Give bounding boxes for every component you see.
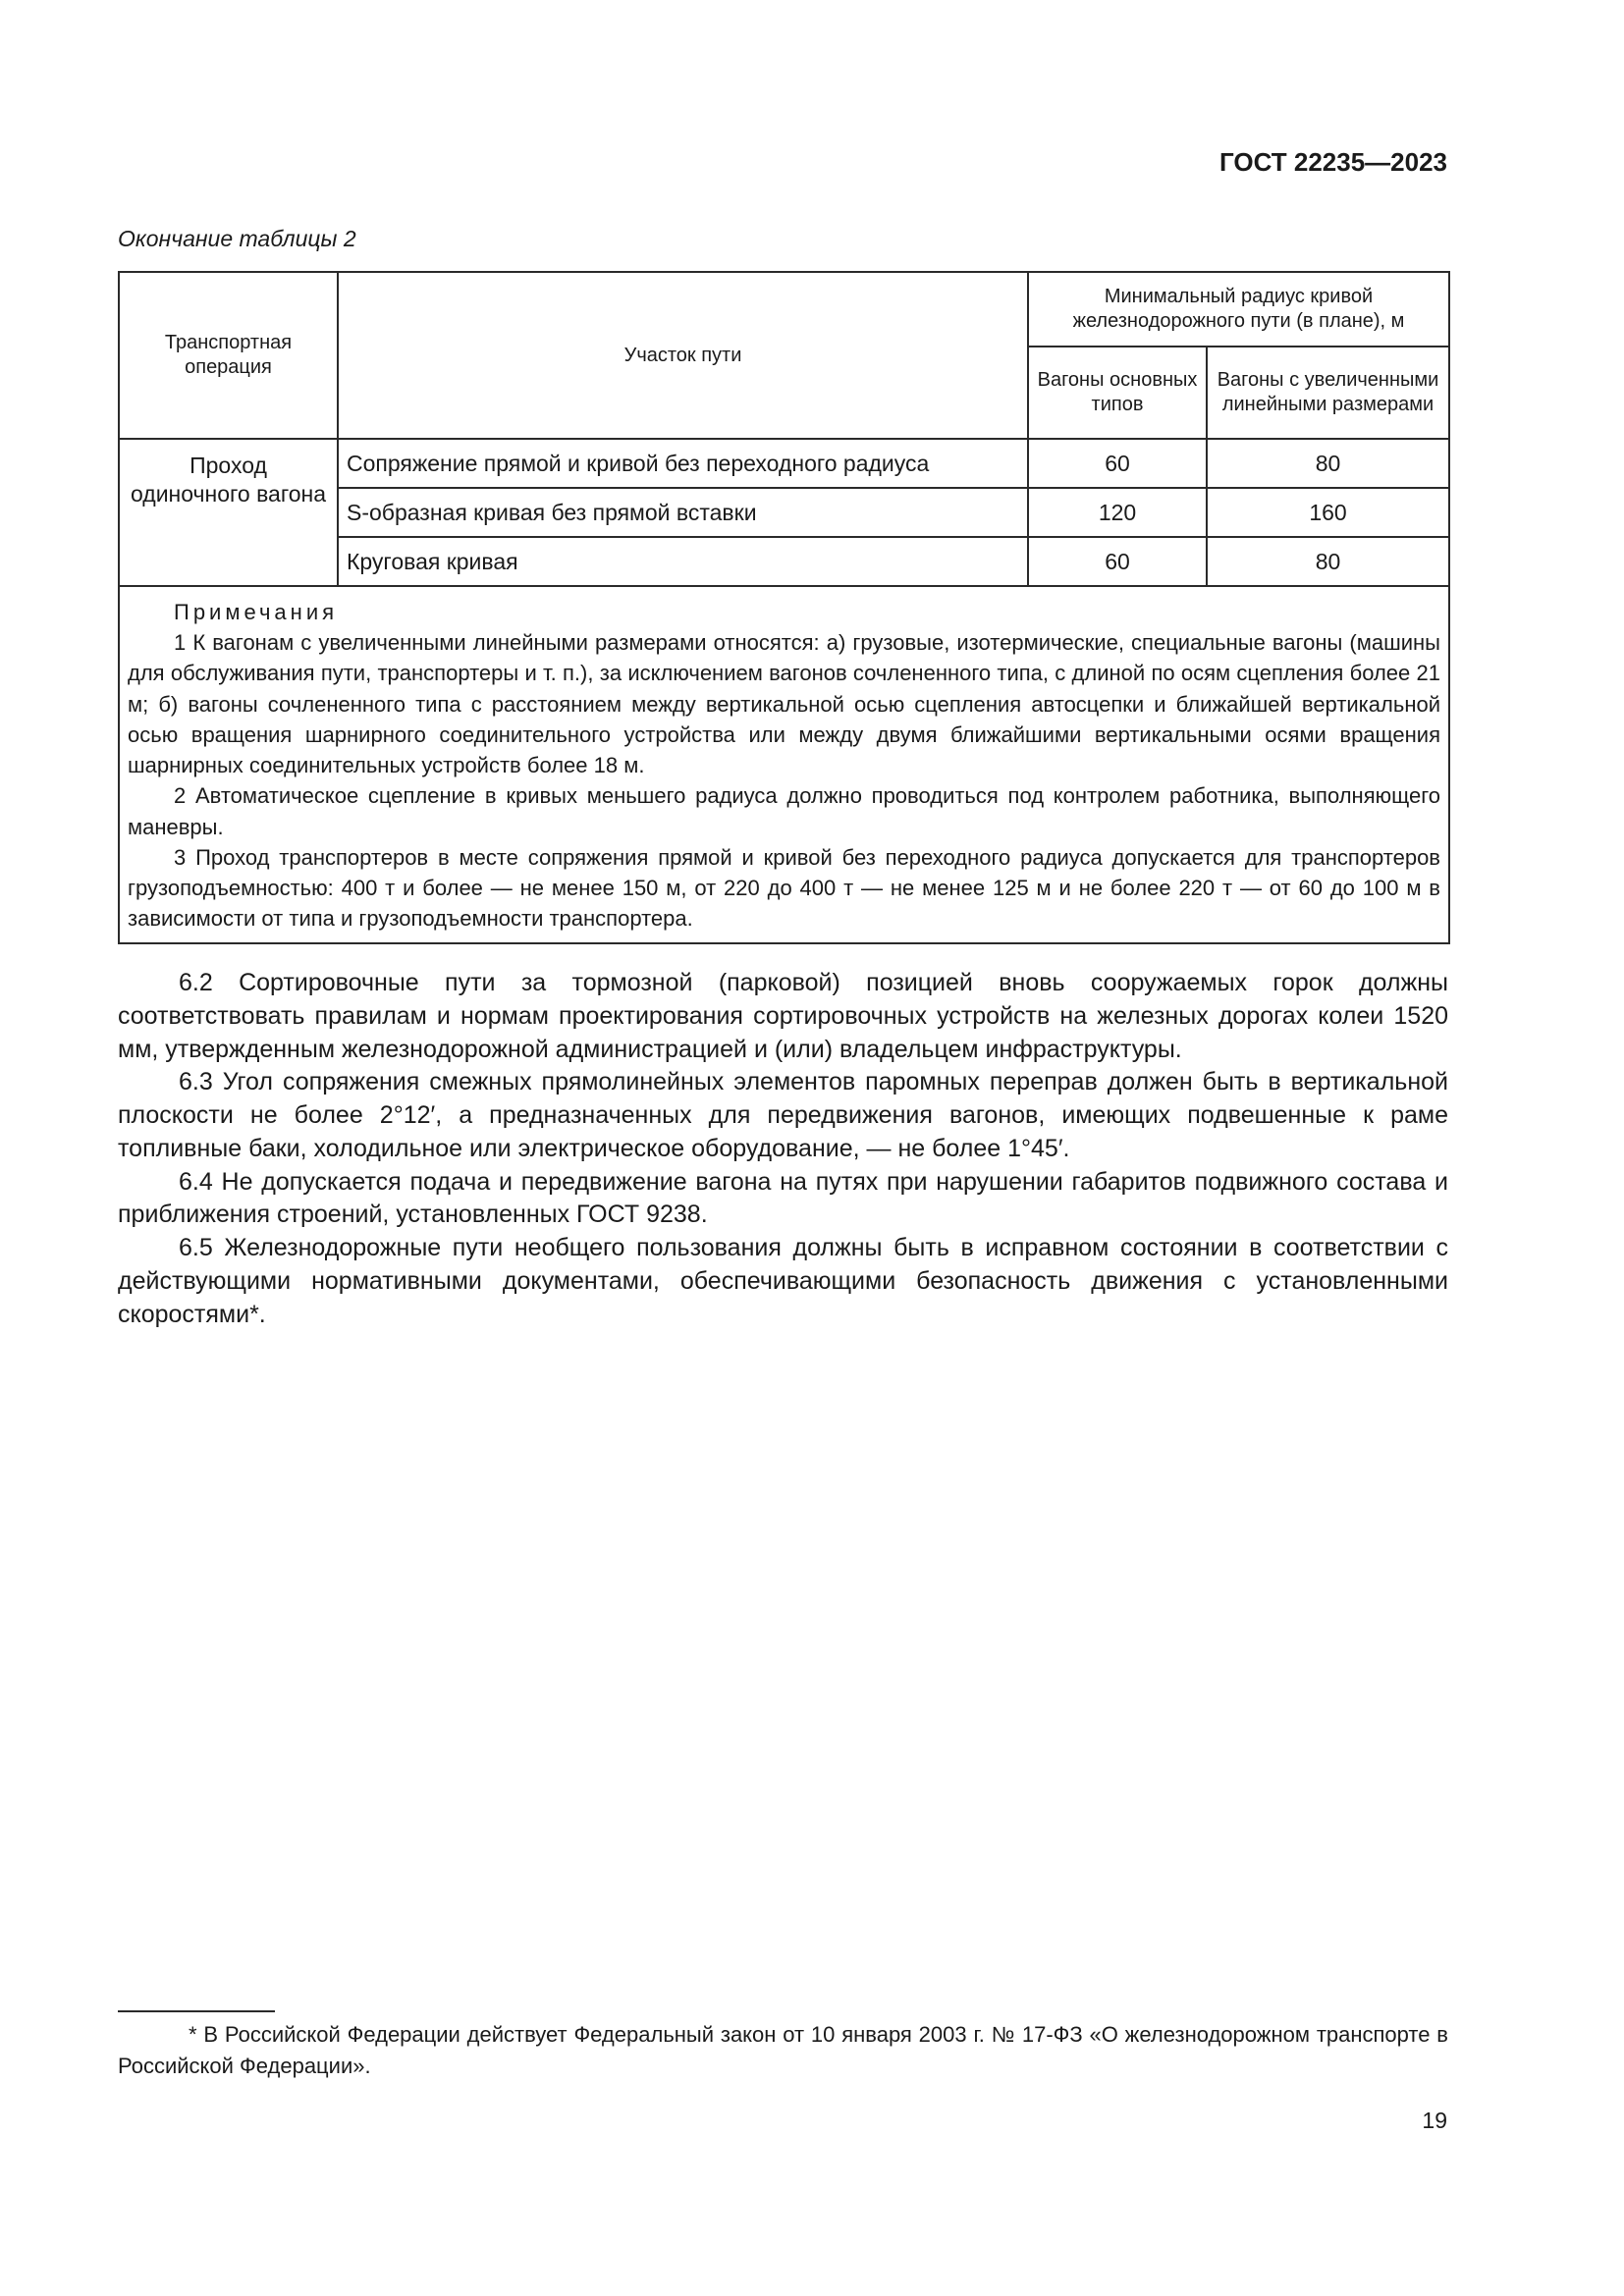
operation-cell: Проход одиночного вагона bbox=[119, 439, 338, 586]
notes-title: Примечания bbox=[174, 600, 339, 624]
paragraph-6-5: 6.5 Железнодорожные пути необщего пользования должны быть в исправном состоянии в соответствии с действующими нормативными документами, обеспечивающими безопасность движения с установленными скоростями*. bbox=[118, 1234, 1448, 1328]
footnote: * В Российской Федерации действует Федеральный закон от 10 января 2003 г. № 17-ФЗ «О железнодорожном транспорте в Российской Федерации». bbox=[118, 2022, 1448, 2078]
body-text bbox=[118, 967, 1448, 1331]
page-number: 19 bbox=[1422, 2108, 1447, 2133]
note-1: 1 К вагонам с увеличенными линейными размерами относятся: а) грузовые, изотермические, специальные вагоны (машины для обслуживания пути, транспортеры и т. п.), за исключением вагонов сочлененного типа, с длиной по осям сцепления более 21 м; б) вагоны сочлененного типа с расстоянием между вертикальной осью сцепления автосцепки и ближайшей вертикальной осью вращения шарнирного соединительного устройства или между двумя ближайшими вертикальными осями вращения шарнирных соединительных устройств более 18 м. bbox=[128, 630, 1440, 778]
basic-value-cell: 120 bbox=[1028, 488, 1207, 537]
table-row bbox=[119, 439, 1449, 488]
document-header: ГОСТ 22235—2023 bbox=[1219, 147, 1447, 177]
paragraph-6-3: 6.3 Угол сопряжения смежных прямолинейных элементов паромных переправ должен быть в вертикальной плоскости не более 2°12′, а предназначенных для передвижения вагонов, имеющих подвешенные к раме топливные баки, холодильное или электрическое оборудование, — не более 1°45′. bbox=[118, 1068, 1448, 1162]
paragraph-6-2: 6.2 Сортировочные пути за тормозной (парковой) позицией вновь сооружаемых горок должны соответствовать правилам и нормам проектирования сортировочных устройств на железных дорогах колеи 1520 мм, утвержденным железнодорожной администрацией и (или) владельцем инфраструктуры. bbox=[118, 969, 1448, 1063]
enlarged-value-cell: 160 bbox=[1207, 488, 1449, 537]
section-cell: Круговая кривая bbox=[338, 537, 1028, 586]
footnote-divider bbox=[118, 2010, 275, 2012]
table-notes bbox=[119, 586, 1449, 943]
section-cell: Сопряжение прямой и кривой без переходного радиуса bbox=[338, 439, 1028, 488]
header-section: Участок пути bbox=[338, 272, 1028, 439]
paragraph-6-4: 6.4 Не допускается подача и передвижение вагона на путях при нарушении габаритов подвижного состава и приближения строений, установленных ГОСТ 9238. bbox=[118, 1167, 1448, 1229]
note-3: 3 Проход транспортеров в месте сопряжения прямой и кривой без переходного радиуса допускается для транспортеров грузоподъемностью: 400 т и более — не менее 150 м, от 220 до 400 т — не менее 125 м и не более 220 т — от 60 до 100 м в зависимости от типа и грузоподъемности транспортера. bbox=[128, 844, 1440, 932]
header-enlarged-wagons: Вагоны с увеличенными линейными размерами bbox=[1207, 347, 1449, 439]
enlarged-value-cell: 80 bbox=[1207, 439, 1449, 488]
header-basic-wagons: Вагоны основных типов bbox=[1028, 347, 1207, 439]
basic-value-cell: 60 bbox=[1028, 537, 1207, 586]
note-2: 2 Автоматическое сцепление в кривых меньшего радиуса должно проводиться под контролем работника, выполняющего маневры. bbox=[128, 783, 1440, 839]
radius-table bbox=[118, 271, 1450, 944]
basic-value-cell: 60 bbox=[1028, 439, 1207, 488]
enlarged-value-cell: 80 bbox=[1207, 537, 1449, 586]
header-min-radius: Минимальный радиус кривой железнодорожного пути (в плане), м bbox=[1028, 272, 1449, 347]
table-caption: Окончание таблицы 2 bbox=[118, 226, 356, 251]
section-cell: S-образная кривая без прямой вставки bbox=[338, 488, 1028, 537]
header-operation: Транспортная операция bbox=[119, 272, 338, 439]
